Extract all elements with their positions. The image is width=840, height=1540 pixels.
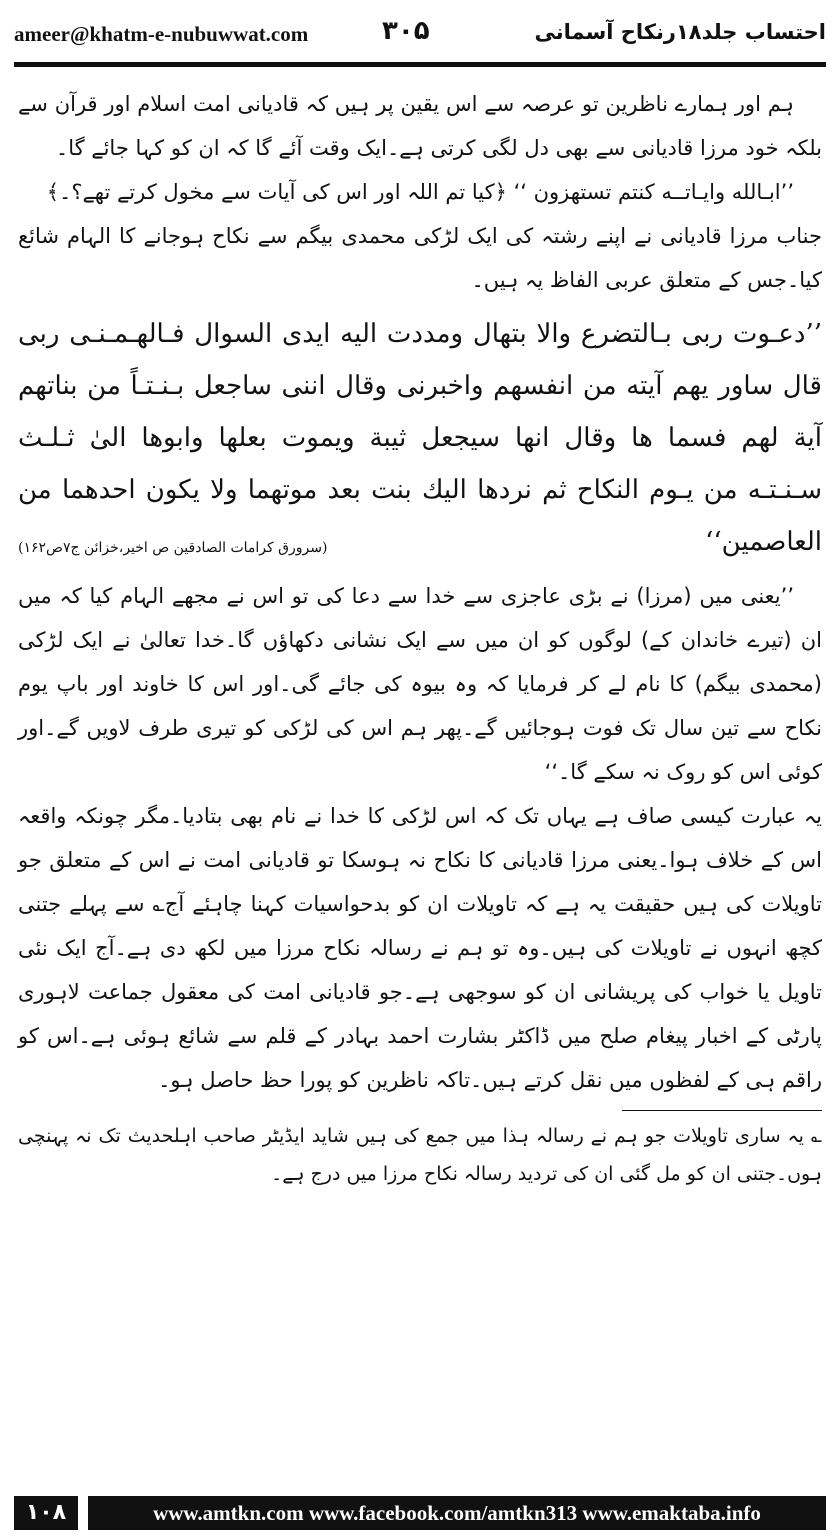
- arabic-quote-text: ’’دعـوت ربی بـالتضرع والا بتهال ومددت الیه ایدی السوال فـالهـمـنـی ربی قال ساور یهم آیته من انفسهم واخبرنی وقال اننی ساجعل بـنـتـاً من بناتهم آیة لهم فسما ها وقال انها سیجعل ثیبة ویموت بعلها وابوها الیٰ ثـلـث سـنـتـه من یـوم النکاح ثم نردها الیك بنت بعد موتهما ولا یکون احدهما من العاصمین‘‘: [18, 319, 822, 557]
- paragraph-intro: ہم اور ہمارے ناظرین تو عرصہ سے اس یقین پر ہیں کہ قادیانی امت اسلام اور قرآن سے بلکہ خود مرزا قادیانی سے بھی دل لگی کرتی ہے۔ایک وقت آئے گا کہ ان کو کہا جائے گا۔: [18, 92, 822, 160]
- footer-links: www.amtkn.com www.facebook.com/amtkn313 www.emaktaba.info: [88, 1496, 826, 1530]
- paragraph-ilham: جناب مرزا قادیانی نے اپنے رشتہ کی ایک لڑکی محمدی بیگم سے نکاح ہوجانے کا الہام شائع کیا۔جس کے متعلق عربی الفاظ یہ ہیں۔: [18, 224, 822, 292]
- paragraph-commentary: یہ عبارت کیسی صاف ہے یہاں تک کہ اس لڑکی کا خدا نے نام بھی بتادیا۔مگر چونکہ واقعہ اس کے خلاف ہوا۔یعنی مرزا قادیانی کا نکاح نہ ہوسکا تو قادیانی امت نے اس کے متعلق جو تاویلات کی ہیں حقیقت یہ ہے کہ تاویلات ان کو بدحواسیات کہنا چاہئے آج؎ سے پہلے جتنی کچھ انہوں نے تاویلات کی ہیں۔وہ تو ہم نے رسالہ نکاح مرزا میں لکھ دی ہے۔آج ایک نئی تاویل یا خواب کی پریشانی ان کو سوجھی ہے۔جو قادیانی امت کی معقول جماعت لاہوری پارٹی کے اخبار پیغام صلح میں ڈاکٹر بشارت احمد بہادر کے قلم سے شائع ہوئی ہے۔اس کو راقم ہی کے لفظوں میں نقل کرتے ہیں۔تاکہ ناظرین کو پورا حظ حاصل ہو۔: [18, 804, 822, 1092]
- header-title: احتساب جلد۱۸رنکاح آسمانی: [534, 20, 826, 44]
- footnote: ؎ یہ ساری تاویلات جو ہم نے رسالہ ہذا میں جمع کی ہیں شاید ایڈیٹر صاحب اہلحدیث تک نہ پہنچی ہوں۔جتنی ان کو مل گئی ان کی تردید رسالہ نکاح مرزا میں درج ہے۔: [18, 1125, 822, 1185]
- arabic-quote: [18, 308, 822, 568]
- page-header: [14, 14, 826, 58]
- main-text: [18, 82, 822, 1193]
- paragraph-translation: ’’یعنی میں (مرزا) نے بڑی عاجزی سے خدا سے دعا کی تو اس نے مجھے الہام کیا کہ میں ان (تیرے خاندان کے) لوگوں کو ان میں سے ایک نشانی دکھاؤں گا۔خدا تعالیٰ نے ایک لڑکی (محمدی بیگم) کا نام لے کر فرمایا کہ وہ بیوہ کی جائے گی۔اور اس کا خاوند اور باپ یوم نکاح سے تین سال تک فوت ہوجائیں گے۔پھر ہم اس کی لڑکی کو تیری طرف لاویں گے۔اور کوئی اس کو روک نہ سکے گا۔‘‘: [18, 584, 822, 784]
- arabic-reference: (سرورق کرامات الصادقین ص اخیر،خزائن ج۷ص۱۶۲): [18, 540, 328, 556]
- footer-page-number: ۱۰۸: [14, 1496, 78, 1530]
- header-page-number: ۳۰۵: [382, 16, 430, 46]
- header-rule: [14, 62, 826, 67]
- paragraph-quran-quote: ’’ابـالله وایـاتــه کنتم تستهزون ‘‘ ﴿کیا تم اللہ اور اس کی آیات سے مخول کرتے تھے؟۔﴾: [46, 180, 794, 204]
- header-email: ameer@khatm-e-nubuwwat.com: [14, 22, 309, 46]
- page-footer: [14, 1496, 826, 1530]
- footnote-rule: [622, 1110, 822, 1111]
